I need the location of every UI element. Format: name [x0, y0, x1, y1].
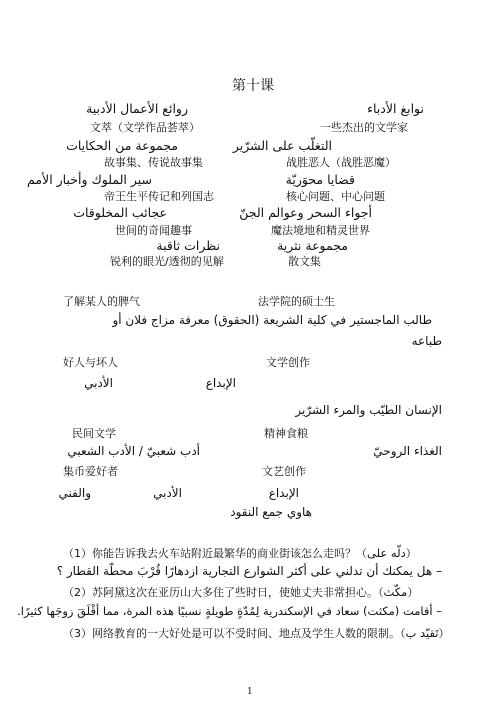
vocab-ar: نظرات ثاقبة [156, 238, 220, 253]
vocab-ar: التغلّب على الشرّير [232, 138, 332, 153]
vocab-zh: 一些杰出的文学家 [320, 121, 408, 134]
vocab-ar: قضايا محوَريّة [285, 172, 355, 187]
vocab-zh: 帝王生平传记和列国志 [104, 190, 214, 203]
page-number: 1 [247, 687, 253, 697]
phrase-ar-line: هاوي جمع النقود [230, 505, 312, 519]
phrase-ar: أدب شعبيّ / الأدب الشعبي [67, 444, 200, 458]
exercise-prompt [63, 548, 417, 560]
phrase-ar: الغذاء الروحيّ [373, 444, 442, 458]
exercise-zh-end: ） [438, 627, 450, 640]
phrase-ar-cont: طباعه [411, 334, 442, 348]
vocab-zh: 文萃（文学作品荟萃） [90, 121, 200, 134]
vocab-ar: روائع الأعمال الأدبية [86, 101, 188, 116]
phrase-ar-line: طالب الماجستير في كلية الشريعة (الحقوق) معرفة مزاج فلان أو [112, 313, 432, 327]
exercise-prompt [63, 587, 418, 599]
exercise-hint: دلّه على [367, 546, 406, 560]
phrase-ar: والفني [58, 486, 91, 500]
vocab-zh: 核心问题、中心问题 [286, 190, 385, 203]
phrase-zh: 好人与坏人 [63, 356, 118, 369]
vocab-ar: أجواء السحر وعوالم الجنّ [239, 205, 372, 220]
exercise-prompt [63, 628, 450, 640]
vocab-ar: نوابغ الأدباء [367, 101, 424, 116]
phrase-zh: 集币爱好者 [63, 465, 118, 478]
phrase-zh: 法学院的硕士生 [258, 295, 335, 308]
exercise-hint: تَقيّد ب [405, 626, 439, 640]
vocab-ar: مجموعة نثرية [277, 238, 348, 253]
page-title: 第十课 [232, 78, 274, 94]
vocab-zh: 锐利的眼光/透彻的见解 [110, 255, 224, 268]
exercise-zh-end: ） [405, 547, 417, 560]
vocab-zh: 魔法境地和精灵世界 [271, 224, 370, 237]
vocab-zh: 战胜恶人（战胜恶魔） [286, 156, 396, 169]
exercise-answer: – هل يمكنك أن تدلني على أكثر الشوارع التجارية ازدهارًا قُرْبَ محطّة القطار ؟ [56, 564, 442, 578]
phrase-ar: الإبداع [205, 376, 236, 390]
vocab-zh: 故事集、传说故事集 [104, 156, 203, 169]
vocab-ar: مجموعة من الحكايات [66, 138, 178, 153]
phrase-zh: 文艺创作 [262, 465, 306, 478]
phrase-ar: الأدبي [84, 376, 113, 390]
exercise-zh: （1）你能告诉我去火车站附近最繁华的商业街该怎么走吗？（ [63, 547, 367, 560]
exercise-hint: مكّث [383, 585, 408, 599]
phrase-ar-line: الإنسان الطيّب والمرء الشرّير [295, 403, 442, 417]
phrase-zh: 精神食粮 [264, 427, 308, 440]
exercise-zh-end: ） [407, 586, 419, 599]
exercise-answer: – أقامت (مكثت) سعاد في الإسكندرية لِمُدّةٍ طويلةٍ نسبيًا هذه المرة، مما أقْلَقَ زوجَها كثيرًا. [17, 604, 442, 618]
vocab-zh: 散文集 [288, 255, 321, 268]
phrase-zh: 了解某人的脾气 [63, 295, 140, 308]
phrase-ar: الأدبي [153, 486, 182, 500]
phrase-zh: 文学创作 [266, 356, 310, 369]
phrase-ar: الإبداع [268, 486, 299, 500]
vocab-zh: 世间的奇闻趣事 [115, 224, 192, 237]
vocab-ar: عجائب المخلوقات [73, 205, 167, 220]
phrase-zh: 民间文学 [72, 427, 116, 440]
exercise-zh: （3）网络教育的一大好处是可以不受时间、地点及学生人数的限制。（ [63, 627, 406, 640]
exercise-zh: （2）苏阿黛这次在亚历山大多住了些时日，使她丈夫非常担心。（ [63, 586, 384, 599]
vocab-ar: سير الملوك وأخبار الأمم [27, 172, 152, 187]
